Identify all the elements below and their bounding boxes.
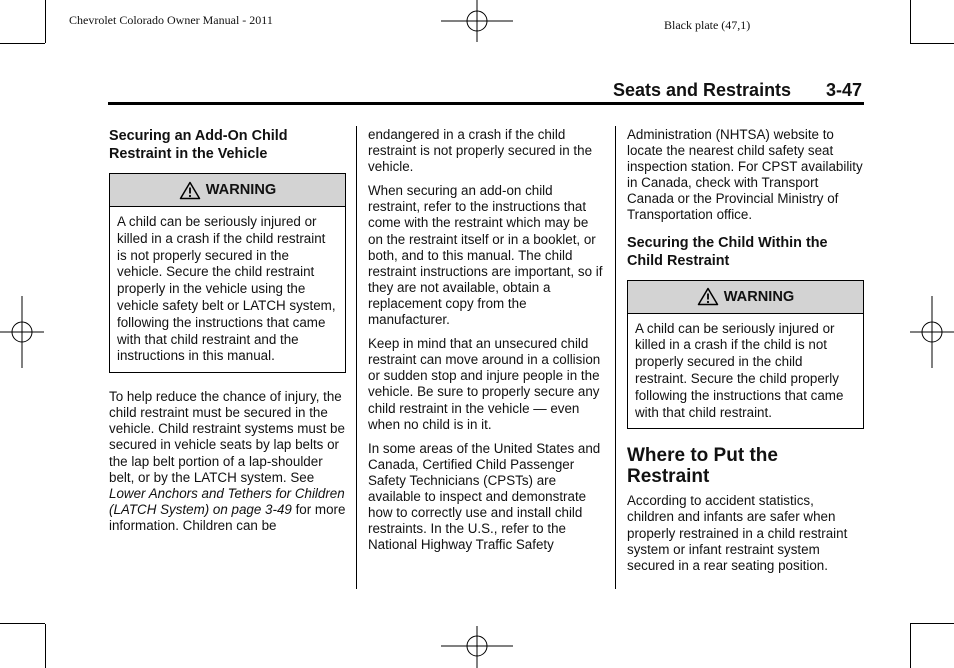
column-2: [368, 127, 604, 561]
warning-triangle-icon: [179, 181, 201, 200]
column-divider: [356, 126, 357, 589]
section-heading: Where to Put the Restraint: [627, 445, 778, 488]
body-paragraph: In some areas of the United States and Canada, Certified Child Passenger Safety Technicians (CPSTs) are available to inspect and demonstrate how to correctly use and install child restraints. In the U.S., refer to the National Highway Traffic Safety: [368, 440, 601, 553]
body-paragraph: Keep in mind that an unsecured child restraint can move around in a collision or sudden stop and injure people in the vehicle. Be sure to properly secure any child restraint in the vehicle — even when no child is in it.: [368, 336, 601, 432]
warning-label: WARNING: [205, 181, 277, 198]
column-1: [109, 127, 346, 542]
warning-text: A child can be seriously injured or killed in a crash if the child restraint is not properly secured in the vehicle. Secure the child restraint properly in the vehicle using the vehicle safety belt or LATCH system, following the instructions that came with that child restraint and the instructions in this manual.: [117, 214, 336, 364]
crop-mark: [45, 624, 46, 668]
column-3: [627, 127, 864, 582]
body-paragraph: According to accident statistics, children and infants are safer when properly restrained in a child restraint system or infant restraint system secured in a rear seating position.: [627, 493, 848, 573]
body-paragraph: When securing an add-on child restraint, refer to the instructions that come with the restraint which may be on the restraint itself or in a booklet, or both, and to this manual. The child restraint instructions are important, so if they are not available, obtain a replacement copy from the manufacturer.: [368, 183, 603, 328]
warning-label: WARNING: [723, 288, 795, 305]
warning-box: [627, 280, 864, 430]
warning-text: A child can be seriously injured or killed in a crash if the child is not properly secured in the child restraint. Secure the child properly following the instructions that came with that child restraint.: [635, 320, 844, 420]
body-paragraph: [109, 389, 346, 534]
warning-triangle-icon: [697, 287, 719, 306]
crop-mark: [910, 43, 954, 44]
crop-mark: [910, 0, 911, 43]
warning-header: [110, 174, 345, 207]
crop-mark: [0, 43, 45, 44]
registration-mark-icon: [441, 0, 513, 42]
body-paragraph: endangered in a crash if the child restraint is not properly secured in the vehicle.: [368, 127, 593, 175]
manual-title: Chevrolet Colorado Owner Manual - 2011: [69, 13, 273, 27]
page-number: 3-47: [826, 80, 863, 100]
warning-box: [109, 173, 346, 373]
body-paragraph: Administration (NHTSA) website to locate the nearest child safety seat inspection station. For CPST availability in Canada, check with Transport Canada or the Provincial Ministry of Transportation office.: [627, 127, 863, 223]
crop-mark: [910, 623, 954, 624]
warning-header: [628, 281, 863, 314]
registration-mark-icon: [910, 296, 954, 368]
paragraph-text: To help reduce the chance of injury, the child restraint must be secured in the vehicle. Child restraint systems must be secured in vehicle seats by lap belts or the lap belt portion of a lap-shoulder belt, or by the LATCH system. See: [109, 389, 345, 485]
subsection-heading: Securing the Child Within the Child Restraint: [627, 234, 828, 269]
plate-label: Black plate (47,1): [664, 18, 751, 32]
column-divider: [615, 126, 616, 589]
header-rule: [108, 102, 864, 105]
subsection-heading: Securing an Add-On Child Restraint in the Vehicle: [109, 128, 288, 162]
crop-mark: [45, 0, 46, 43]
crop-mark: [910, 624, 911, 668]
cross-reference-link[interactable]: Lower Anchors and Tethers for Children (LATCH System) on page 3-49: [109, 485, 345, 517]
section-title: Seats and Restraints: [613, 80, 792, 100]
crop-mark: [0, 623, 45, 624]
registration-mark-icon: [0, 296, 44, 368]
paragraph-text: for more information. Children can be: [109, 501, 346, 533]
registration-mark-icon: [441, 626, 513, 668]
